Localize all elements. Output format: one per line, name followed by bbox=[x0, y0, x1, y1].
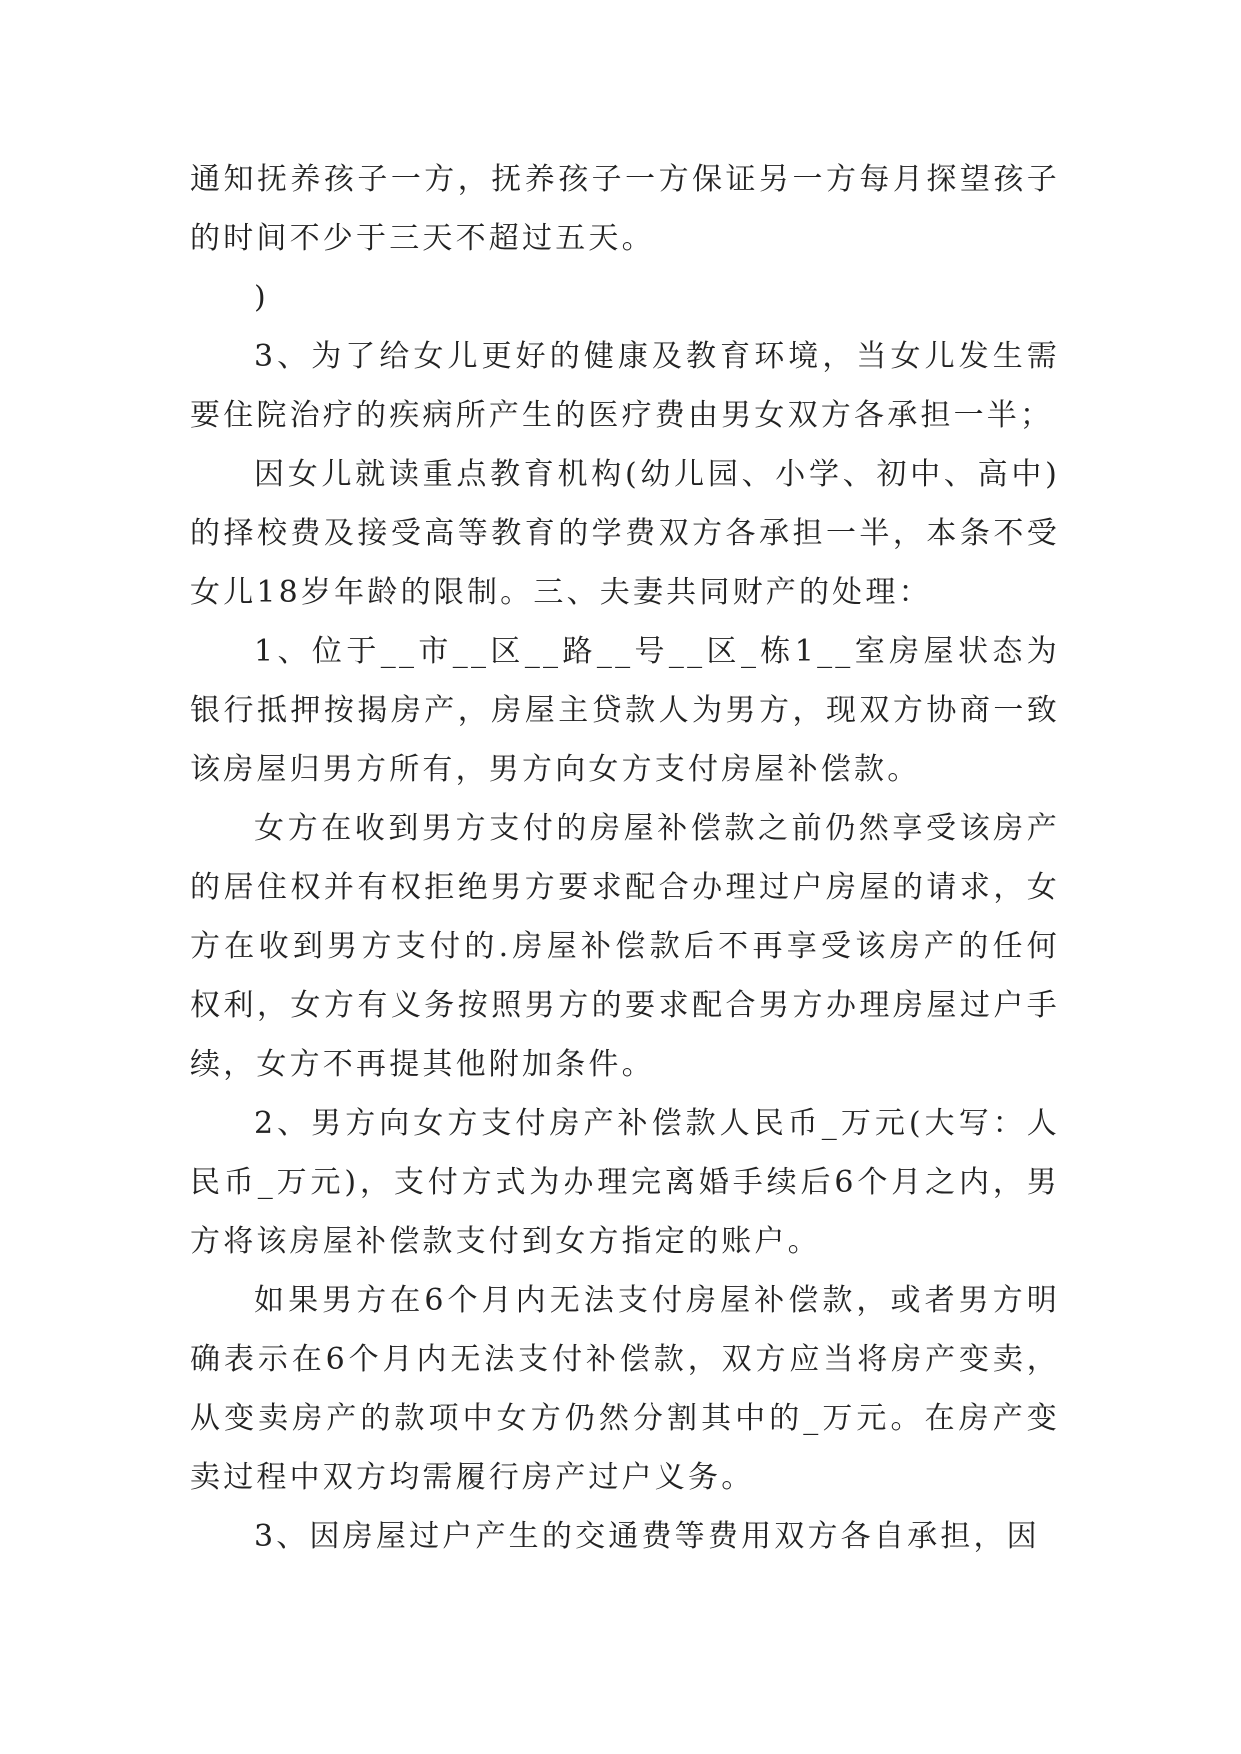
paragraph-education-costs: 因女儿就读重点教育机构(幼儿园、小学、初中、高中)的择校费及接受高等教育的学费双方各承担一半，本条不受女儿18岁年龄的限制。三、夫妻共同财产的处理： bbox=[190, 457, 1060, 610]
paragraph-residence-rights: 女方在收到男方支付的房屋补偿款之前仍然享受该房产的居住权并有权拒绝男方要求配合办理过户房屋的请求，女方在收到男方支付的.房屋补偿款后不再享受该房产的任何权利，女方有义务按照男方的要求配合男方办理房屋过户手续，女方不再提其他附加条件。 bbox=[190, 811, 1060, 1082]
paragraph-property-ownership: 1、位于__市__区__路__号__区_栋1__室房屋状态为银行抵押按揭房产，房屋主贷款人为男方，现双方协商一致该房屋归男方所有，男方向女方支付房屋补偿款。 bbox=[190, 634, 1060, 787]
paragraph-closing-paren: ) bbox=[254, 280, 269, 315]
paragraph-sale-of-property: 如果男方在6个月内无法支付房屋补偿款，或者男方明确表示在6个月内无法支付补偿款，双方应当将房产变卖，从变卖房产的款项中女方仍然分割其中的_万元。在房产变卖过程中双方均需履行房产过户义务。 bbox=[190, 1283, 1060, 1495]
paragraph-medical-costs: 3、为了给女儿更好的健康及教育环境，当女儿发生需要住院治疗的疾病所产生的医疗费由男女双方各承担一半； bbox=[190, 339, 1060, 433]
paragraph-transfer-fees: 3、因房屋过户产生的交通费等费用双方各自承担，因 bbox=[254, 1519, 1040, 1554]
paragraph-compensation-payment: 2、男方向女方支付房产补偿款人民币_万元(大写：人民币_万元)，支付方式为办理完离婚手续后6个月之内，男方将该房屋补偿款支付到女方指定的账户。 bbox=[190, 1106, 1060, 1259]
paragraph-visitation: 通知抚养孩子一方，抚养孩子一方保证另一方每月探望孩子的时间不少于三天不超过五天。 bbox=[190, 162, 1060, 256]
document-body bbox=[190, 150, 1060, 1566]
